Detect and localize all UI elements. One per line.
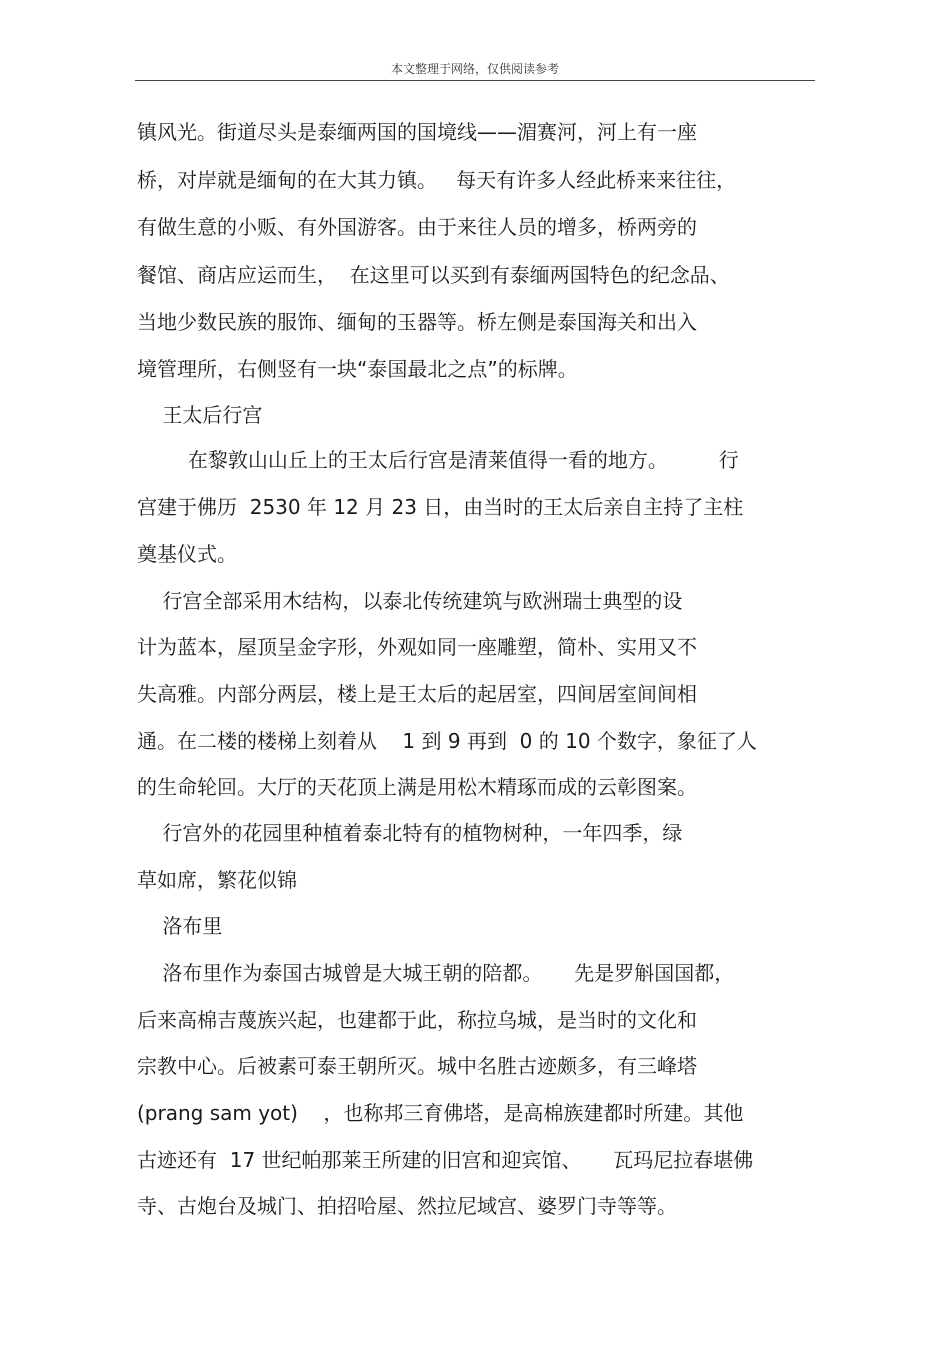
page-header: 本文整理于网络，仅供阅读参考 bbox=[390, 62, 559, 76]
body-line: 当地少数民族的服饰、缅甸的玉器等。桥左侧是泰国海关和出入 bbox=[137, 310, 697, 334]
body-line: 草如席，繁花似锦 bbox=[137, 868, 297, 892]
body-line: 寺、古炮台及城门、拍招哈屋、然拉尼域宫、婆罗门寺等等。 bbox=[137, 1194, 677, 1218]
body-line: 的生命轮回。大厅的天花顶上满是用松木精琢而成的云彰图案。 bbox=[137, 775, 697, 799]
body-line: 宫建于佛历 2530 年 12 月 23 日，由当时的王太后亲自主持了主柱 bbox=[137, 495, 744, 519]
body-line: 行宫外的花园里种植着泰北特有的植物树种，一年四季，绿 bbox=[137, 821, 683, 845]
section-heading: 王太后行宫 bbox=[137, 403, 263, 427]
body-line: 镇风光。街道尽头是泰缅两国的国境线——湄赛河，河上有一座 bbox=[137, 120, 697, 144]
body-line: 境管理所，右侧竖有一块“泰国最北之点”的标牌。 bbox=[137, 357, 578, 381]
body-line: 奠基仪式。 bbox=[137, 542, 237, 566]
header-rule bbox=[135, 80, 815, 81]
body-line: 计为蓝本，屋顶呈金字形，外观如同一座雕塑，简朴、实用又不 bbox=[137, 635, 697, 659]
body-line: 后来高棉吉蔑族兴起，也建都于此，称拉乌城，是当时的文化和 bbox=[137, 1008, 697, 1032]
body-line: 古迹还有 17 世纪帕那莱王所建的旧宫和迎宾馆、 瓦玛尼拉春堪佛 bbox=[137, 1148, 754, 1172]
body-line: 宗教中心。后被素可泰王朝所灭。城中名胜古迹颇多，有三峰塔 bbox=[137, 1054, 697, 1078]
body-line: 餐馆、商店应运而生， 在这里可以买到有泰缅两国特色的纪念品、 bbox=[137, 263, 730, 287]
section-heading: 洛布里 bbox=[137, 914, 223, 938]
body-line: 桥，对岸就是缅甸的在大其力镇。 每天有许多人经此桥来来往往， bbox=[137, 168, 737, 192]
body-line: 失高雅。内部分两层，楼上是王太后的起居室，四间居室间间相 bbox=[137, 682, 697, 706]
body-line: 通。在二楼的楼梯上刻着从 1 到 9 再到 0 的 10 个数字，象征了人 bbox=[137, 729, 757, 753]
body-line: 行宫全部采用木结构，以泰北传统建筑与欧洲瑞士典型的设 bbox=[137, 589, 683, 613]
body-line: 在黎敦山山丘上的王太后行宫是清莱值得一看的地方。 行 bbox=[137, 448, 739, 472]
body-line: 洛布里作为泰国古城曾是大城王朝的陪都。 先是罗斛国国都， bbox=[137, 961, 735, 985]
body-line: (prang sam yot) ，也称邦三育佛塔，是高棉族建都时所建。其他 bbox=[137, 1101, 744, 1125]
body-line: 有做生意的小贩、有外国游客。由于来往人员的增多，桥两旁的 bbox=[137, 215, 697, 239]
